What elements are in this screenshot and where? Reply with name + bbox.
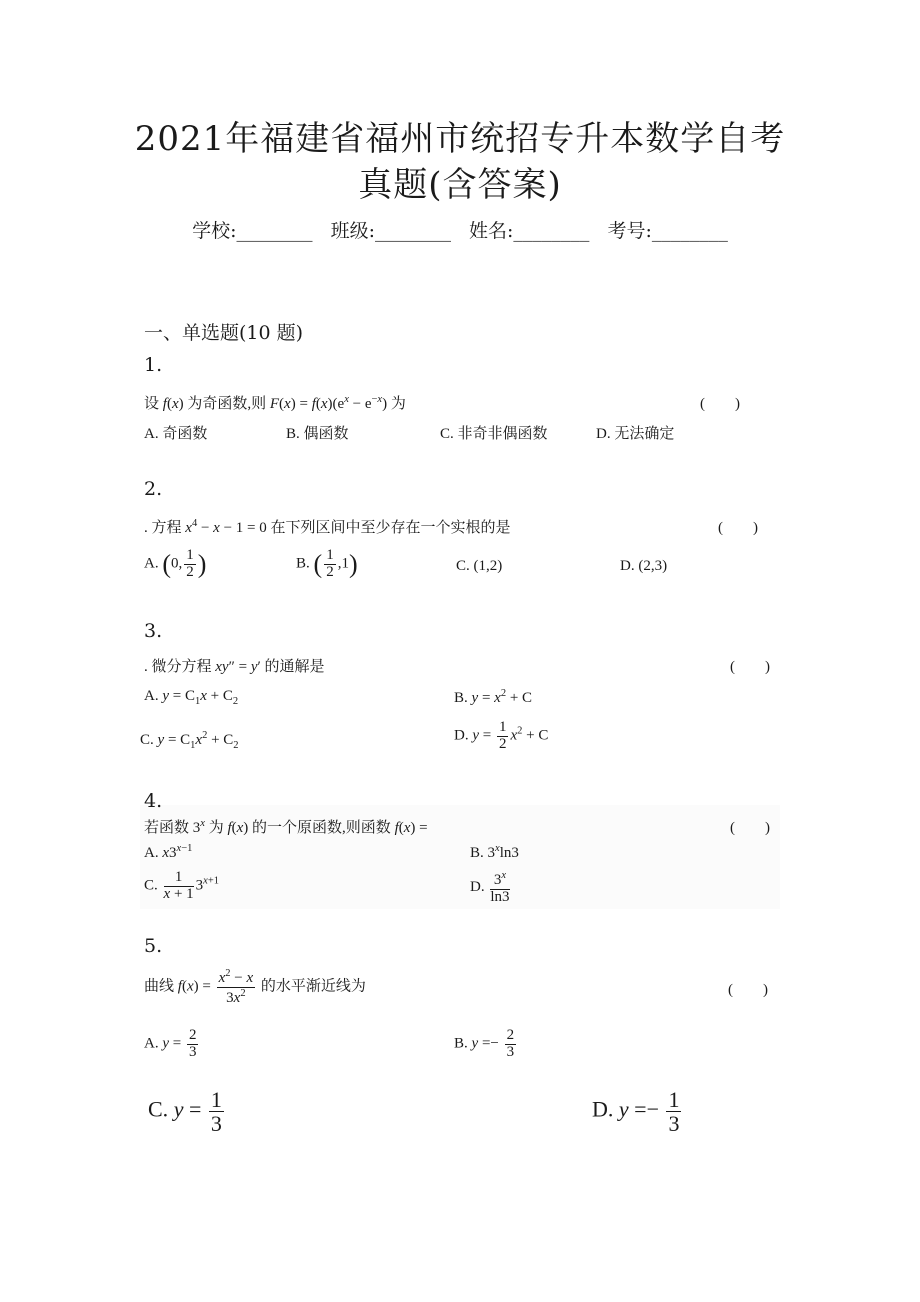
question-1-option-c: C. 非奇非偶函数 [440, 426, 548, 442]
document-title-line2: 真题(含答案) [358, 165, 562, 205]
question-5-option-c: C. y = $\frac{1}{3}$ [148, 1087, 222, 1137]
question-1-number: 1. [144, 354, 163, 376]
exam-number-field: 考号:________ [607, 220, 728, 242]
name-field: 姓名:________ [469, 220, 590, 242]
question-3-option-d: D. y = $\frac{1}{2}$ $x^2 + C$ [454, 719, 549, 752]
question-4-option-d: D. $\frac{3^x}{\ln 3}$ [470, 870, 510, 905]
question-4-number: 4. [144, 790, 163, 812]
question-3-stem: . 微分方程 xy″ = y′ 的通解是 [144, 659, 325, 675]
question-1-option-d: D. 无法确定 [596, 426, 675, 442]
question-3-option-a: A. $y = C_1x + C_2$ [144, 688, 239, 707]
question-2-option-c: C. (1,2) [456, 558, 503, 574]
question-2-option-b: B. ( $\frac{1}{2}$ ,1) [296, 547, 358, 580]
question-1-option-b: B. 偶函数 [286, 426, 349, 442]
question-3-answer-blank: ( ) [730, 659, 770, 675]
question-5-answer-blank: ( ) [728, 982, 768, 998]
question-2-number: 2. [144, 478, 163, 500]
school-field: 学校:________ [192, 220, 313, 242]
question-4-option-a: A. $x3^{x-1}$ [144, 843, 193, 861]
student-info-row [0, 216, 920, 243]
question-1-stem: 设 f(x) 为奇函数,则 $F(x) = f(x)(e^x - e^{-x})$ 为 [144, 394, 406, 412]
question-2-stem: . 方程 $x^4 - x - 1 = 0$ 在下列区间中至少存在一个实根的是 [144, 518, 511, 536]
question-5-number: 5. [144, 935, 163, 957]
question-4-answer-blank: ( ) [730, 820, 770, 836]
question-1-answer-blank: ( ) [700, 396, 740, 412]
question-5-option-b: B. y =− $\frac{2}{3}$ [454, 1027, 515, 1060]
question-3-option-c: C. $y = C_1x^2 + C_2$ [140, 730, 239, 751]
question-5-option-a: A. y = $\frac{2}{3}$ [144, 1027, 197, 1060]
question-2-answer-blank: ( ) [718, 520, 758, 536]
question-2-option-d: D. (2,3) [620, 558, 668, 574]
section-heading: 一、单选题(10 题) [144, 322, 304, 344]
question-4-option-c: C. $\frac{1}{x + 1}$ $3^{x+1}$ [144, 869, 219, 902]
question-1-option-a: A. 奇函数 [144, 426, 208, 442]
document-title-line1: 2021年福建省福州市统招专升本数学自考 [134, 119, 786, 159]
question-5-stem: 曲线 f(x) = $\frac{x^2 - x}{3x^2}$ 的水平渐近线为 [144, 968, 366, 1006]
question-4-option-b: B. 3$^x$ln3 [470, 843, 519, 861]
question-3-number: 3. [144, 620, 163, 642]
question-3-option-b: B. $y = x^2 + C$ [454, 688, 533, 706]
question-2-option-a: A. (0, $\frac{1}{2}$ ) [144, 547, 207, 580]
class-field: 班级:________ [330, 220, 451, 242]
question-5-option-d: D. y =− $\frac{1}{3}$ [592, 1087, 680, 1137]
question-4-stem: 若函数 3$^x$ 为 f(x) 的一个原函数,则函数 f(x) = [144, 818, 428, 836]
